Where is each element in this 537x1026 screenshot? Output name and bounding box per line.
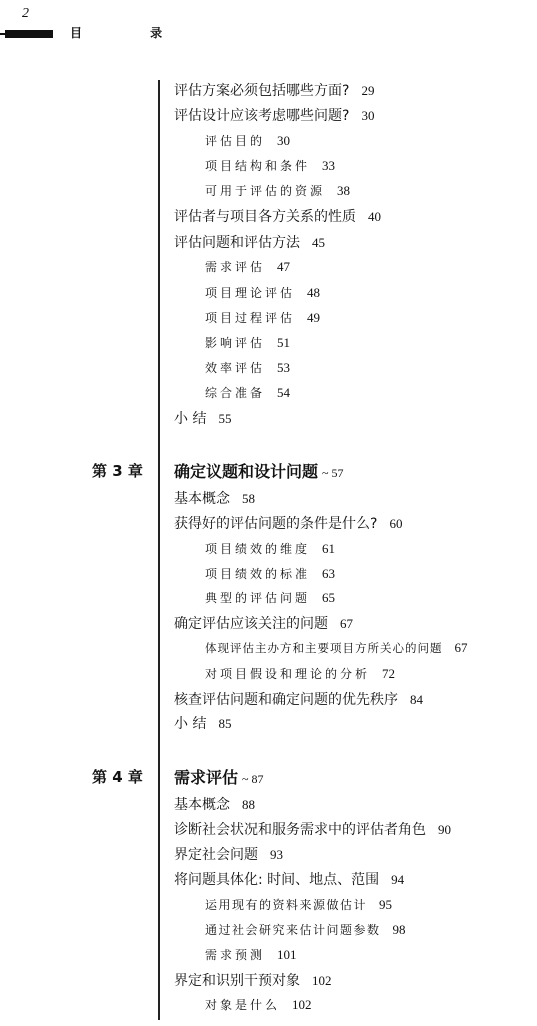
toc-entry[interactable]: 将问题具体化: 时间、地点、范围 94 (174, 872, 405, 888)
toc-subentry[interactable]: 通过社会研究来估计问题参数 98 (205, 922, 406, 937)
toc-subentry[interactable]: 对象是什么 102 (205, 997, 312, 1012)
toc-subentry[interactable]: 综合准备 54 (205, 385, 291, 400)
toc-entry[interactable]: 评估者与项目各方关系的性质 40 (174, 209, 381, 225)
toc-subentry[interactable]: 项目过程评估 49 (205, 310, 321, 325)
toc-subentry[interactable]: 评估目的 30 (205, 133, 291, 148)
toc-entry[interactable]: 基本概念 88 (174, 797, 255, 813)
toc-subentry[interactable]: 典型的评估问题 65 (205, 590, 336, 605)
toc-divider (158, 80, 160, 1020)
toc-entry[interactable]: 界定社会问题 93 (174, 847, 283, 863)
toc-subentry[interactable]: 需求评估 47 (205, 259, 291, 274)
toc-entry[interactable]: 小 结 85 (174, 716, 232, 732)
toc-entry[interactable]: 核查评估问题和确定问题的优先秩序 84 (174, 692, 423, 708)
toc-entry[interactable]: 获得好的评估问题的条件是什么? 60 (174, 516, 403, 532)
toc-entry[interactable]: 小 结 55 (174, 411, 232, 427)
toc-subentry[interactable]: 对项目假设和理论的分析 72 (205, 666, 396, 681)
toc-subentry[interactable]: 需求预测 101 (205, 947, 297, 962)
toc-subentry[interactable]: 体现评估主办方和主要项目方所关心的问题 67 (205, 640, 468, 655)
page-header (0, 0, 537, 50)
toc-subentry[interactable]: 可用于评估的资源 38 (205, 183, 351, 198)
chapter-title[interactable]: 需求评估 ~ 87 (174, 768, 264, 787)
chapter-label: 第 3 章 (92, 462, 143, 480)
toc-entry[interactable]: 诊断社会状况和服务需求中的评估者角色 90 (174, 822, 451, 838)
page-number: 2 (22, 6, 29, 21)
toc-subentry[interactable]: 项目结构和条件 33 (205, 158, 336, 173)
toc-subentry[interactable]: 影响评估 51 (205, 335, 291, 350)
chapter-title[interactable]: 确定议题和设计问题 ~ 57 (174, 462, 344, 481)
toc-subentry[interactable]: 项目绩效的标准 63 (205, 566, 336, 581)
toc-subentry[interactable]: 效率评估 53 (205, 360, 291, 375)
toc-entry[interactable]: 评估问题和评估方法 45 (174, 235, 325, 251)
toc-entry[interactable]: 确定评估应该关注的问题 67 (174, 616, 353, 632)
toc-subentry[interactable]: 项目理论评估 48 (205, 285, 321, 300)
toc-subentry[interactable]: 运用现有的资料来源做估计 95 (205, 897, 393, 912)
header-bar (5, 30, 53, 38)
toc-entry[interactable]: 界定和识别干预对象 102 (174, 973, 332, 989)
toc-entry[interactable]: 评估方案必须包括哪些方面? 29 (174, 83, 375, 99)
chapter-label: 第 4 章 (92, 768, 143, 786)
toc-subentry[interactable]: 项目绩效的维度 61 (205, 541, 336, 556)
toc-entry[interactable]: 基本概念 58 (174, 491, 255, 507)
header-title: 目 录 (70, 26, 195, 40)
toc-entry[interactable]: 评估设计应该考虑哪些问题? 30 (174, 108, 375, 124)
